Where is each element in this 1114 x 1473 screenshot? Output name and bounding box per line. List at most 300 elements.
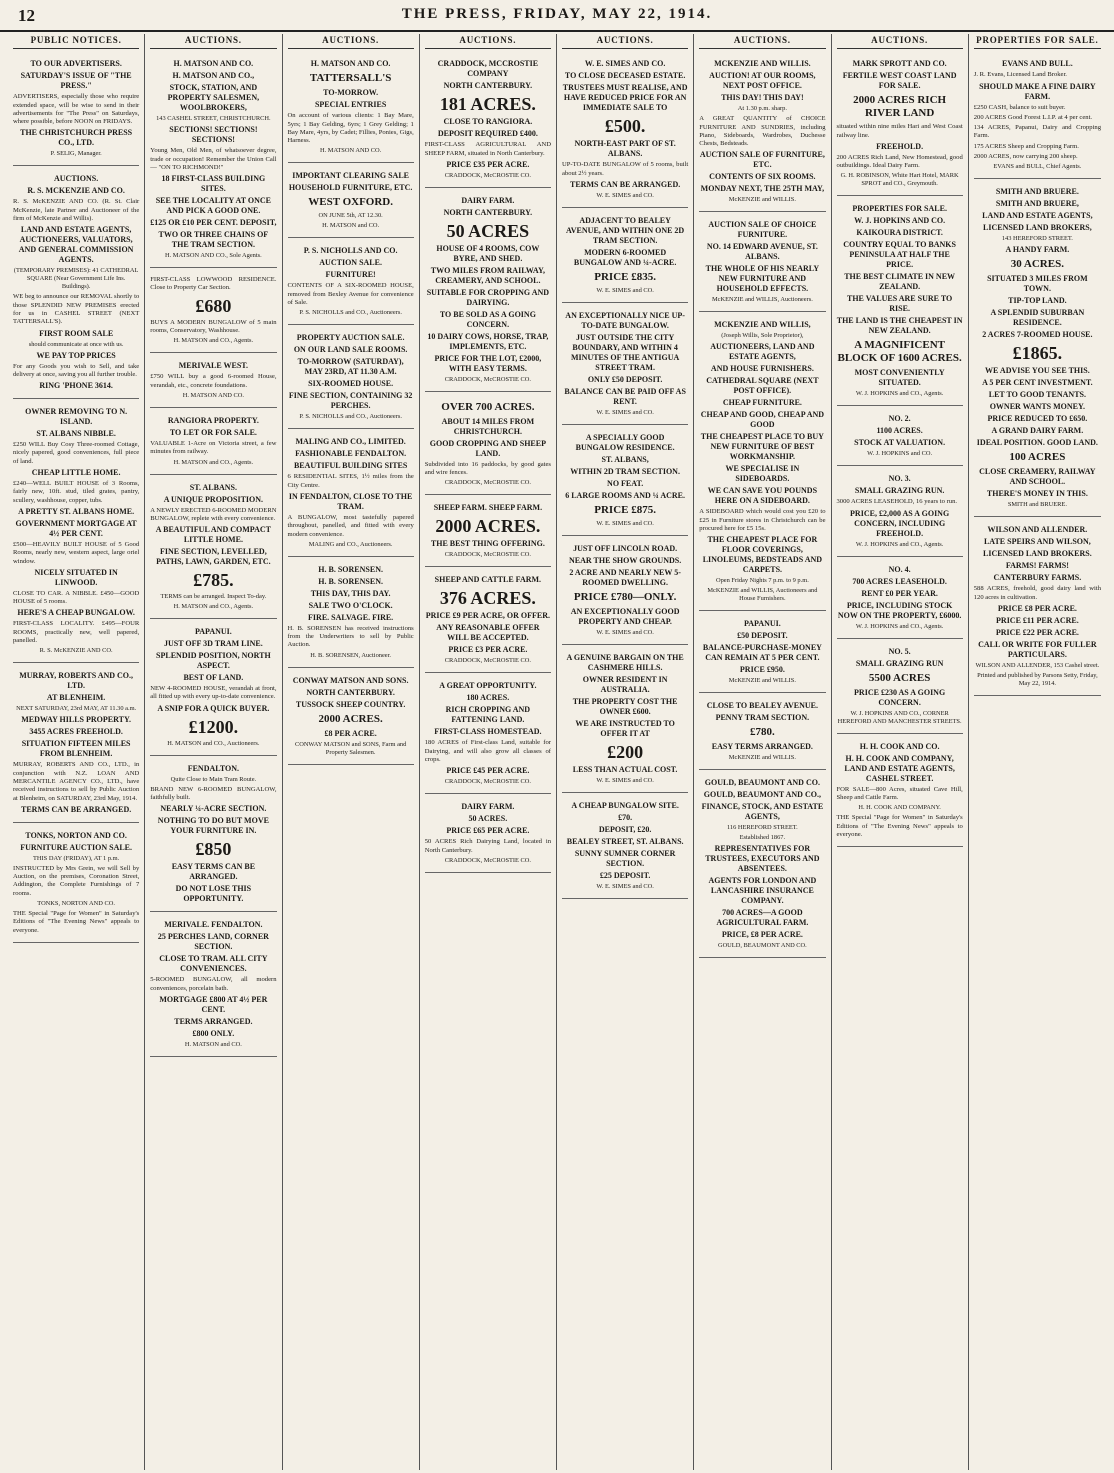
ad-body-text: J. R. Evans, Licensed Land Broker. (973, 71, 1067, 79)
ad-heading: NICELY SITUATED IN LINWOOD. (34, 567, 118, 587)
ad-heading: AUCTIONS. (54, 174, 99, 184)
ad-small-line: CRADDOCK, McCROSTIE CO. (444, 375, 532, 383)
ad-large-figure: 376 ACRES. (439, 588, 536, 609)
ad-small-line: GOULD, BEAUMONT AND CO. (717, 942, 807, 950)
ad-heading: 3455 ACRES FREEHOLD. (29, 727, 123, 737)
ad-heading: HOUSE OF 4 ROOMS, COW BYRE, AND SHED. (436, 243, 540, 263)
ad-heading: 10 DAIRY COWS, HORSE, TRAP, IMPLEMENTS, ETC. (427, 331, 549, 351)
ad-heading: CONWAY MATSON AND SONS. (292, 675, 409, 685)
ad-heading: TO BE SOLD AS A GOING CONCERN. (439, 309, 536, 329)
ad-heading: THE CHEAPEST PLACE FOR FLOOR COVERINGS, LINOLEUMS, BEDSTEADS AND CARPETS. (702, 535, 823, 575)
masthead (0, 0, 1114, 32)
ad-body-text: R. S. McKENZIE AND CO. (R. St. Clair McKenzie, late Partner and Auctioneer of the firm of McKenzie and Willis). (13, 198, 140, 223)
ad-body-text: 134 ACRES, Papanui, Dairy and Cropping Farm. (973, 124, 1101, 140)
ad-small-line: TERMS can be arranged. Inspect To-day. (160, 593, 267, 601)
ad-body-text: BUYS A MODERN BUNGALOW of 5 main rooms, Conservatory, Washhouse. (150, 318, 277, 335)
ad-heading: MERIVALE WEST. (178, 361, 249, 371)
ad-heading: PRICE £8 PER ACRE. (997, 603, 1077, 613)
ad-body-text: BRAND NEW 6-ROOMED BUNGALOW, faithfully built. (150, 785, 277, 802)
ad-body-text: H. B. SORENSEN has received instructions from the Underwriters to sell by Public Auction. (287, 624, 414, 649)
advertisement-block (699, 53, 825, 212)
advertisement-block (425, 796, 551, 873)
ad-heading: CHEAP LITTLE HOME. (31, 468, 121, 478)
advertisement-block (288, 559, 414, 668)
advertisement-block (699, 314, 825, 611)
ad-small-line: WILSON AND ALLENDER, 153 Cashel street. (975, 661, 1100, 669)
ad-small-line: H. MATSON AND CO. (182, 391, 244, 399)
ad-heading: FARMS! FARMS! (1005, 561, 1069, 571)
ad-heading: NOTHING TO DO BUT MOVE YOUR FURNITURE IN. (157, 816, 269, 836)
ad-heading: PRICE, £2,000 AS A GOING CONCERN, INCLUDING FREEHOLD. (850, 508, 950, 538)
ad-heading: 2 ACRES 7-ROOMED HOUSE. (982, 330, 1093, 340)
ad-heading: MORTGAGE £800 AT 4½ PER CENT. (159, 994, 268, 1014)
ad-display-line: WEST OXFORD. (308, 196, 393, 209)
ad-heading: TO LET OR FOR SALE. (169, 427, 257, 437)
ad-heading: SECTIONS! SECTIONS! SECTIONS! (169, 125, 258, 145)
ad-heading: FREEHOLD. (876, 141, 924, 151)
ad-heading: DO NOT LOSE THIS OPPORTUNITY. (175, 884, 252, 904)
advertisement-block (425, 53, 551, 188)
ad-heading: STOCK, STATION, AND PROPERTY SALESMEN, WOOLBROKERS, (167, 83, 260, 113)
ad-small-line: TONKS, NORTON AND CO. (37, 899, 115, 907)
ad-heading: THE WHOLE OF HIS NEARLY NEW FURNITURE AND HOUSEHOLD EFFECTS. (705, 264, 820, 294)
ad-heading: PRICE £9 PER ACRE, OR OFFER. (425, 611, 550, 621)
ad-heading: MOST CONVENIENTLY SITUATED. (854, 368, 945, 388)
ad-heading: A UNIQUE PROPOSITION. (163, 494, 264, 504)
ad-heading: MERIVALE. FENDALTON. (164, 920, 263, 930)
ad-small-line: H. MATSON AND CO. (320, 147, 382, 155)
ad-heading: LAND AND ESTATE AGENTS, AUCTIONEERS, VALUATORS, AND GENERAL COMMISSION AGENTS. (18, 225, 134, 265)
ad-heading: AUCTION! AT OUR ROOMS, NEXT POST OFFICE. (709, 71, 816, 91)
ad-heading: A PRETTY ST. ALBANS HOME. (18, 506, 135, 516)
ad-heading: WE PAY TOP PRICES (36, 350, 116, 360)
ad-heading: FASHIONABLE FENDALTON. (295, 449, 407, 459)
ad-heading: ON OUR LAND SALE ROOMS. (293, 345, 408, 355)
advertisement-block (562, 305, 688, 425)
ad-heading: SALE TWO O'CLOCK. (308, 600, 393, 610)
ad-heading: ST. ALBANS, (601, 454, 649, 464)
ad-heading: SITUATED 3 MILES FROM TOWN. (987, 274, 1088, 294)
ad-heading: ANY REASONABLE OFFER WILL BE ACCEPTED. (436, 623, 540, 643)
ad-heading: TWO MILES FROM RAILWAY, CREAMERY, AND SCHOOL. (430, 265, 545, 285)
ad-body-text: A GREAT QUANTITY of CHOICE FURNITURE AND SUNDRIES, including Piano, Sideboards, Wardrobes, Duchesse Chests, Bedsteads. (699, 115, 826, 148)
ad-heading: £70. (618, 812, 633, 822)
ad-body-text: CONTENTS OF A SIX-ROOMED HOUSE, removed from Bexley Avenue for convenience of Sale. (287, 282, 414, 307)
ad-small-line: H. H. COOK AND COMPANY. (858, 804, 941, 812)
ad-heading: ST. ALBANS. (189, 482, 237, 492)
ad-heading: GOULD, BEAUMONT AND CO. (704, 778, 820, 788)
advertisement-block (562, 210, 688, 303)
ad-small-line: ON JUNE 5th, AT 12.30. (318, 212, 383, 220)
ad-heading: TIP-TOP LAND. (1008, 296, 1067, 306)
ad-small-line: W. E. SIMES and CO. (596, 776, 654, 784)
ad-heading: FINANCE, STOCK, AND ESTATE AGENTS, (701, 802, 824, 822)
advertisement-block (288, 431, 414, 556)
ad-heading: H. MATSON AND CO., (172, 71, 255, 81)
advertisement-block (699, 613, 825, 693)
ad-heading: MARK SPROTT AND CO. (852, 59, 947, 69)
ad-small-line: H. MATSON and CO., Agents. (173, 603, 254, 611)
ad-heading: DAIRY FARM. (461, 802, 515, 812)
ad-heading: A SPECIALLY GOOD BUNGALOW RESIDENCE. (575, 432, 675, 452)
advertisement-block (425, 497, 551, 567)
ad-heading: A GREAT OPPORTUNITY. (439, 681, 537, 691)
ad-small-line: H. MATSON and CO., Auctioneers. (167, 739, 260, 747)
ad-heading: CLOSE TO BEALEY AVENUE. (706, 701, 819, 711)
ad-heading: MEDWAY HILLS PROPERTY. (21, 715, 131, 725)
advertisement-block (837, 641, 963, 734)
ad-small-line: (TEMPORARY PREMISES): 41 CATHEDRAL SQUARE (Near Government Life Ins. Buildings). (13, 267, 139, 291)
ad-heading: COUNTRY EQUAL TO BANKS PENINSULA AT HALF THE PRICE. (843, 240, 956, 270)
ad-heading: R. S. MCKENZIE AND CO. (27, 186, 125, 196)
ad-heading: NO FEAT. (607, 478, 644, 488)
page-number: 12 (18, 6, 35, 25)
ad-heading: REPRESENTATIVES FOR TRUSTEES, EXECUTORS AND ABSENTEES. (705, 844, 820, 874)
ad-body-text: FIRST-CLASS LOWWOOD RESIDENCE. Close to Property Car Section. (150, 276, 277, 292)
advertisement-block (425, 675, 551, 794)
ad-small-line: CRADDOCK, McCROSTIE CO. (444, 856, 532, 864)
ad-heading: PRICE £65 PER ACRE. (446, 826, 530, 836)
ad-body-text: INSTRUCTED by Mrs Grein, we will Sell by Auction, on the premises, Coronation Street, Addington, the Complete Furnishings of 7 rooms. (13, 864, 140, 897)
ad-heading: £25 DEPOSIT. (599, 870, 651, 880)
paper-title: THE PRESS, FRIDAY, MAY 22, 1914. (401, 6, 713, 22)
ad-body-text: 200 ACRES Rich Land, New Homestead, good outbuildings. Ideal Dairy Farm. (836, 153, 963, 170)
ad-body-text: ADVERTISERS, especially those who require extended space, will be wise to send in their advertisements for "The Press" on Saturdays, where possible, before NOON on FRIDAYS. (13, 93, 140, 126)
ad-heading: H. MATSON AND CO. (173, 59, 254, 69)
ad-heading: WE CAN SAVE YOU POUNDS HERE ON A SIDEBOARD. (707, 486, 818, 506)
ad-heading: CATHEDRAL SQUARE (NEXT POST OFFICE). (706, 376, 819, 396)
ad-large-figure: £850 (195, 839, 232, 860)
ad-heading: PRICE £35 PER ACRE. (446, 159, 530, 169)
ad-heading: IDEAL POSITION. GOOD LAND. (976, 438, 1098, 448)
ad-heading: H. B. SORENSEN. (318, 564, 383, 574)
ad-heading: 700 ACRES—A GOOD AGRICULTURAL FARM. (716, 908, 809, 928)
ad-heading: SUITABLE FOR CROPPING AND DAIRYING. (426, 287, 550, 307)
ad-heading: BALANCE-PURCHASE-MONEY CAN REMAIN AT 5 PER CENT. (702, 643, 822, 663)
ad-heading: NEARLY ¼-ACRE SECTION. (160, 804, 267, 814)
columns-grid (8, 34, 1106, 1470)
ad-small-line: CRADDOCK, McCROSTIE CO. (444, 551, 532, 559)
ad-heading: THIS DAY! THIS DAY! (721, 93, 804, 103)
ad-body-text: 2000 ACRES, now carrying 200 sheep. (973, 153, 1078, 161)
ad-heading: 25 PERCHES LAND, CORNER SECTION. (157, 932, 269, 952)
advertisement-block (425, 569, 551, 673)
ad-small-line: P. SELIG, Manager. (50, 150, 102, 158)
ad-small-line: McKENZIE and WILLIS. (728, 196, 796, 204)
column-2 (145, 34, 282, 1470)
ad-body-text: FIRST-CLASS AGRICULTURAL AND SHEEP FARM, situated in North Canterbury. (424, 141, 551, 157)
ad-display-line: PRICE £780—ONLY. (573, 590, 677, 603)
ad-heading: BEAUTIFUL BUILDING SITES (293, 461, 408, 471)
ad-heading: THE PROPERTY COST THE OWNER £600. (572, 696, 678, 716)
ad-small-line: CONWAY MATSON and SONS, Farm and Property Salesmen. (294, 740, 407, 756)
ad-heading: WITHIN 2D TRAM SECTION. (570, 466, 680, 476)
ad-small-line: Established 1867. (739, 834, 786, 842)
ad-heading: KAIKOURA DISTRICT. (856, 228, 943, 238)
column-header: AUCTIONS. (288, 34, 414, 49)
advertisement-block (837, 468, 963, 556)
ad-heading: FINE SECTION, CONTAINING 32 PERCHES. (288, 391, 413, 411)
ad-small-line: W. E. SIMES and CO. (596, 519, 654, 527)
ad-heading: AT BLENHEIM. (46, 693, 106, 703)
column-header: AUCTIONS. (699, 34, 825, 49)
advertisement-block (837, 53, 963, 196)
ad-heading: SHEEP FARM. SHEEP FARM. (433, 503, 543, 513)
ad-heading: WILSON AND ALLENDER. (987, 525, 1088, 535)
ad-heading: LICENSED LAND BROKERS, (983, 223, 1092, 233)
advertisement-block (288, 165, 414, 238)
advertisement-block (288, 327, 414, 429)
advertisement-block (150, 477, 276, 620)
ad-heading: P. S. NICHOLLS AND CO. (303, 246, 398, 256)
column-8 (969, 34, 1106, 1470)
ad-heading: TONKS, NORTON AND CO. (25, 830, 127, 840)
ad-heading: MCKENZIE AND WILLIS, (714, 320, 811, 330)
ad-display-line: 2000 ACRES. (318, 712, 383, 725)
advertisement-block (150, 621, 276, 756)
ad-heading: EASY TERMS CAN BE ARRANGED. (171, 862, 256, 882)
ad-heading: TO-MORROW. (323, 88, 379, 98)
ad-heading: SMALL GRAZING RUN (855, 658, 944, 668)
advertisement-block (699, 214, 825, 312)
ad-heading: PRICE FOR THE LOT, £2000, WITH EASY TERMS. (434, 353, 542, 373)
ad-large-figure: 50 ACRES (446, 220, 530, 241)
ad-heading: JUST OFF 3D TRAM LINE. (163, 639, 263, 649)
ad-heading: OWNER RESIDENT IN AUSTRALIA. (582, 674, 668, 694)
ad-heading: HOUSEHOLD FURNITURE, ETC. (288, 183, 413, 193)
ad-heading: 180 ACRES. (466, 693, 510, 703)
ad-small-line: Open Friday Nights 7 p.m. to 9 p.m. (715, 577, 809, 585)
ad-heading: SEE THE LOCALITY AT ONCE AND PICK A GOOD ONE. (155, 196, 272, 216)
ad-large-figure: £680 (195, 295, 232, 316)
ad-large-figure: 181 ACRES. (439, 94, 536, 115)
ad-heading: NO. 4. (888, 564, 911, 574)
ad-display-line: PRICE £875. (594, 503, 656, 516)
ad-heading: NO. 3. (888, 474, 911, 484)
ad-small-line: W. J. HOPKINS AND CO., CORNER HEREFORD AND MANCHESTER STREETS. (837, 709, 962, 725)
ad-small-line: H. MATSON and CO. (184, 1040, 242, 1048)
advertisement-block (13, 665, 139, 822)
column-header: AUCTIONS. (837, 34, 963, 49)
ad-heading: SHOULD MAKE A FINE DAIRY FARM. (979, 81, 1096, 101)
ad-heading: CLOSE TO RANGIORA. (443, 117, 533, 127)
ad-heading: JUST OUTSIDE THE CITY BOUNDARY, AND WITHIN 4 MINUTES OF THE ANTIGUA STREET TRAM. (571, 332, 680, 372)
ad-heading: STOCK AT VALUATION. (854, 438, 946, 448)
ad-small-line: McKENZIE and WILLIS, Auctioneers. (711, 296, 813, 304)
ad-small-line: R. S. McKENZIE AND CO. (39, 647, 113, 655)
ad-body-text: MURRAY, ROBERTS AND CO., LTD., in conjunction with N.Z. LOAN AND MERCANTILE AGENCY CO., LTD., have received instructions to sell by Public Auction at Blenheim, on SATURDAY, 23rd May, 1914. (13, 761, 140, 802)
ad-heading: PRICE £11 PER ACRE. (996, 615, 1079, 625)
ad-heading: MURRAY, ROBERTS AND CO., LTD. (19, 671, 134, 691)
ad-heading: AUCTIONEERS, LAND AND ESTATE AGENTS, (710, 342, 815, 362)
ad-heading: SIX-ROOMED HOUSE. (308, 379, 394, 389)
ad-heading: CONTENTS OF SIX ROOMS. (709, 172, 816, 182)
ad-heading: THE CHRISTCHURCH PRESS CO., LTD. (20, 128, 133, 148)
ad-heading: A HANDY FARM. (1005, 245, 1070, 255)
ad-small-line: G. H. ROBINSON, White Hart Hotel, MARK SPROT and CO., Greymouth. (840, 172, 959, 188)
ad-small-line: H. MATSON and CO. (322, 222, 380, 230)
ad-heading: LAND AND ESTATE AGENTS, (982, 211, 1093, 221)
ad-small-line: H. B. SORENSEN, Auctioneer. (310, 651, 392, 659)
ad-small-line: EVANS and BULL, Chief Agents. (993, 163, 1082, 171)
ad-heading: RICH CROPPING AND FATTENING LAND. (445, 705, 531, 725)
ad-body-text: CLOSE TO CAR. A NIBBLE. £450—GOOD HOUSE of 5 rooms. (13, 589, 140, 606)
ad-small-line: SMITH and BRUERE. (1007, 501, 1067, 509)
advertisement-block (13, 168, 139, 399)
ad-body-text: £250 WILL Buy Cosy Three-roomed Cottage, nicely papered, good conveniences, full piece of land. (13, 441, 140, 465)
ad-heading: RING 'PHONE 3614. (39, 381, 113, 391)
ad-heading: THERE'S MONEY IN THIS. (986, 489, 1088, 499)
ad-body-text: 588 ACRES, freehold, good dairy land with 120 acres in cultivation. (973, 585, 1101, 601)
ad-heading: NORTH CANTERBURY. (306, 687, 395, 697)
ad-display-line: PRICE £835. (594, 270, 656, 283)
ad-heading: IN FENDALTON, CLOSE TO THE TRAM. (288, 491, 413, 511)
ad-heading: £50 DEPOSIT. (737, 631, 788, 641)
column-1 (8, 34, 145, 1470)
ad-small-line: McKENZIE and WILLIS. (728, 677, 796, 685)
ad-body-text: THE Special "Page for Women" in Saturday's Editions of "The Evening News" appeals to everyone. (836, 814, 963, 838)
ad-body-text: £500—HEAVILY BUILT HOUSE of 5 Good Rooms, nearly new, western aspect, large oriel window. (13, 540, 140, 565)
ad-body-text: A BUNGALOW, most tastefully papered throughout, panelled, and fitted with every modern convenience. (287, 513, 414, 538)
ad-heading: TO CLOSE DECEASED ESTATE. (564, 71, 686, 81)
ad-small-line: H. MATSON and CO., Agents. (173, 337, 254, 345)
ad-heading: ST. ALBANS NIBBLE. (36, 429, 116, 439)
ad-heading: FURNITURE AUCTION SALE. (20, 842, 133, 852)
ad-small-line: W. E. SIMES and CO. (596, 882, 654, 890)
column-3 (283, 34, 420, 1470)
ad-heading: TO-MORROW (SATURDAY), MAY 23RD, AT 11.30 A.M. (297, 357, 404, 377)
ad-large-figure: £1200. (188, 716, 239, 737)
ad-heading: IMPORTANT CLEARING SALE (292, 171, 410, 181)
ad-heading: SMITH AND BRUERE. (995, 187, 1079, 197)
ad-heading: GOVERNMENT MORTGAGE AT 4½ PER CENT. (15, 518, 137, 538)
advertisement-block (562, 538, 688, 645)
ad-heading: A CHEAP BUNGALOW SITE. (571, 800, 679, 810)
ad-heading: SMITH AND BRUERE, (995, 199, 1079, 209)
ad-heading: THIS DAY, THIS DAY. (310, 588, 391, 598)
ad-heading: PRICE £3 PER ACRE. (448, 645, 528, 655)
column-header: PROPERTIES FOR SALE. (974, 34, 1101, 49)
ad-body-text: A SIDEBOARD which would cost you £20 to £25 in Furniture stores in Christchurch can be procured here for £5 15s. (699, 508, 826, 533)
ad-body-text: A NEWLY ERECTED 6-ROOMED MODERN BUNGALOW, replete with every convenience. (150, 506, 277, 522)
ad-heading: FERTILE WEST COAST LAND FOR SALE. (842, 71, 957, 91)
ad-small-line: Printed and published by Parsons Setty, Friday, May 22, 1914. (977, 671, 1098, 687)
ad-heading: DEPOSIT REQUIRED £400. (437, 129, 538, 139)
ad-display-line: OVER 700 ACRES. (441, 400, 535, 413)
advertisement-block (150, 410, 276, 475)
ad-heading: HERE'S A CHEAP BUNGALOW. (17, 608, 135, 618)
advertisement-block (150, 914, 276, 1057)
ad-heading: TUSSOCK SHEEP COUNTRY. (295, 699, 406, 709)
ad-heading: AUCTION SALE OF CHOICE FURNITURE. (708, 220, 817, 240)
advertisement-block (974, 519, 1101, 696)
ad-large-figure: £785. (193, 570, 234, 591)
ad-small-line: Quite Close to Main Tram Route. (170, 775, 257, 783)
ad-heading: BEST OF LAND. (183, 673, 244, 683)
ad-small-line: P. S. NICHOLLS and CO., Auctioneers. (299, 309, 402, 317)
ad-heading: NORTH CANTERBURY. (443, 81, 533, 91)
column-header: PUBLIC NOTICES. (13, 34, 139, 49)
ad-heading: LICENSED LAND BROKERS. (983, 549, 1092, 559)
ad-heading: THE BEST CLIMATE IN NEW ZEALAND. (844, 272, 956, 292)
ad-small-line: H. MATSON AND CO., Sole Agents. (164, 252, 262, 260)
ad-heading: PRICE, INCLUDING STOCK NOW ON THE PROPERTY, £6000. (837, 600, 962, 620)
ad-heading: TWO OR THREE CHAINS OF THE TRAM SECTION. (158, 230, 269, 250)
advertisement-block (13, 53, 139, 166)
ad-heading: £8 PER ACRE. (324, 728, 377, 738)
ad-heading: A GRAND DAIRY FARM. (991, 426, 1084, 436)
ad-heading: MODERN 6-ROOMED BUNGALOW AND ¼-ACRE. (573, 247, 677, 267)
ad-heading: £125 OR £10 PER CENT. DEPOSIT, (150, 218, 277, 228)
ad-heading: W. E. SIMES AND CO. (584, 59, 666, 69)
ad-small-line: W. J. HOPKINS and CO., Agents. (855, 390, 944, 398)
ad-heading: WE SPECIALISE IN SIDEBOARDS. (725, 464, 800, 484)
ad-heading: EVANS AND BULL. (1001, 59, 1073, 69)
advertisement-block (288, 240, 414, 325)
ad-heading: H. H. COOK AND COMPANY, LAND AND ESTATE AGENTS, CASHEL STREET. (844, 753, 955, 783)
ad-heading: GOULD, BEAUMONT AND CO., (703, 790, 821, 800)
ad-small-line: should communicate at once with us. (28, 340, 124, 348)
ad-heading: RENT £0 PER YEAR. (861, 588, 938, 598)
ad-display-line: A MAGNIFICENT BLOCK OF 1600 ACRES. (837, 339, 962, 365)
ad-body-text: FIRST-CLASS LOCALITY. £495—FOUR ROOMS, practically new, well papered, panelled. (13, 620, 140, 645)
ad-heading: OWNER WANTS MONEY. (989, 402, 1086, 412)
ad-heading: NEAR THE SHOW GROUNDS. (569, 555, 682, 565)
ad-small-line: W. J. HOPKINS and CO., Agents. (855, 622, 944, 630)
advertisement-block (974, 181, 1101, 517)
ad-heading: PRICE £22 PER ACRE. (995, 627, 1079, 637)
ad-heading: A GENUINE BARGAIN ON THE CASHMERE HILLS. (566, 652, 684, 672)
ad-heading: MONDAY NEXT, THE 25TH MAY, (700, 184, 825, 194)
ad-small-line: THIS DAY (FRIDAY), AT 1 p.m. (33, 854, 120, 862)
ad-heading: SUNNY SUMNER CORNER SECTION. (574, 848, 676, 868)
ad-small-line: W. E. SIMES and CO. (596, 408, 654, 416)
ad-heading: MALING AND CO., LIMITED. (295, 437, 406, 447)
ad-small-line: P. S. NICHOLLS and CO., Auctioneers. (299, 413, 402, 421)
advertisement-block (837, 736, 963, 847)
advertisement-block (13, 825, 139, 943)
ad-heading: PAPANUI. (194, 627, 232, 637)
ad-heading: SMALL GRAZING RUN. (854, 486, 945, 496)
ad-body-text: £750 WILL buy a good 6-roomed House, verandah, etc., concrete foundations. (150, 373, 277, 389)
ad-heading: ABOUT 14 MILES FROM CHRISTCHURCH. (441, 416, 535, 436)
ad-body-text: UP-TO-DATE BUNGALOW of 5 rooms, built about 2½ years. (562, 161, 689, 177)
ad-heading: ADJACENT TO BEALEY AVENUE, AND WITHIN ONE 2D TRAM SECTION. (566, 215, 685, 245)
ad-large-figure: £200 (607, 741, 644, 762)
advertisement-block (562, 795, 688, 899)
ad-small-line: CRADDOCK, McCROSTIE CO. (444, 778, 532, 786)
ad-heading: NO. 2. (888, 414, 911, 424)
ad-display-line: 100 ACRES (1009, 451, 1066, 464)
ad-display-line: 30 ACRES. (1010, 258, 1064, 271)
ad-heading: RANGIORA PROPERTY. (167, 415, 259, 425)
ad-body-text: 5-ROOMED BUNGALOW, all modern conveniences, porcelain bath. (150, 976, 277, 992)
ad-heading: GOOD CROPPING AND SHEEP LAND. (429, 438, 546, 458)
ad-heading: W. J. HOPKINS AND CO. (854, 216, 946, 226)
ad-heading: A BEAUTIFUL AND COMPACT LITTLE HOME. (155, 525, 271, 545)
ad-heading: NO. 5. (888, 646, 911, 656)
advertisement-block (150, 355, 276, 408)
advertisement-block (699, 772, 825, 958)
ad-heading: TERMS CAN BE ARRANGED. (570, 179, 681, 189)
column-header: AUCTIONS. (150, 34, 276, 49)
ad-heading: TO OUR ADVERTISERS. (30, 59, 122, 69)
ad-body-text: 3000 ACRES LEASEHOLD, 16 years to run. (836, 498, 958, 506)
ad-heading: 700 ACRES LEASEHOLD. (852, 576, 947, 586)
ad-large-figure: 2000 ACRES. (435, 516, 541, 537)
ad-heading: SITUATION FIFTEEN MILES FROM BLENHEIM. (21, 739, 131, 759)
ad-heading: H. MATSON AND CO. (310, 59, 391, 69)
